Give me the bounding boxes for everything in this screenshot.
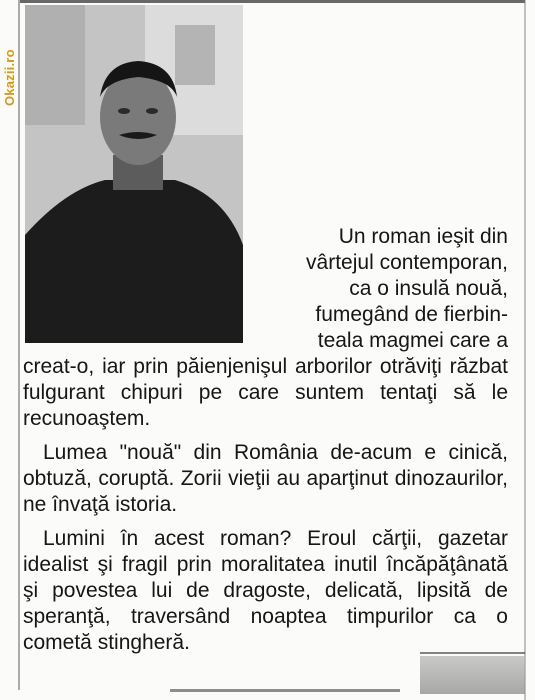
watermark-logo: Okazii.ro [2,49,17,106]
paragraph-1-wrapped [23,224,508,354]
price-sticker-area [420,656,525,694]
top-edge-shadow [20,0,525,3]
bottom-edge-line [170,689,400,692]
text-line: vârtejul contemporan, [306,251,508,274]
text-line: teala magmei care a [317,329,508,352]
left-edge-line [18,0,20,690]
text-line: ca o insulă nouă, [349,277,508,300]
right-edge-line [524,0,526,700]
paragraph-1-continued: creat-o, iar prin păienjenişul arborilor otrăviţi răzbat fulgurant chipuri pe care suntem tentaţi să le recunoaştem. [23,355,508,430]
text-line: Un roman ieşit din [338,225,508,248]
description-text [23,224,508,664]
paragraph-3: Lumini în acest roman? Eroul cărţii, gazetar idealist şi fragil prin moralitatea inutil încăpăţânată şi povestea lui de dragoste, delicată, lipsită de speranţă, traversând noaptea timpurilor ca o cometă stingheră. [23,527,508,654]
paragraph-2: Lumea "nouă" din România de-acum e cinică, obtuză, coruptă. Zorii vieţii au aparţinut dinozaurilor, ne învaţă istoria. [23,441,508,516]
stamp-top-line [420,652,525,654]
text-line: fumegând de fierbin- [315,303,508,326]
